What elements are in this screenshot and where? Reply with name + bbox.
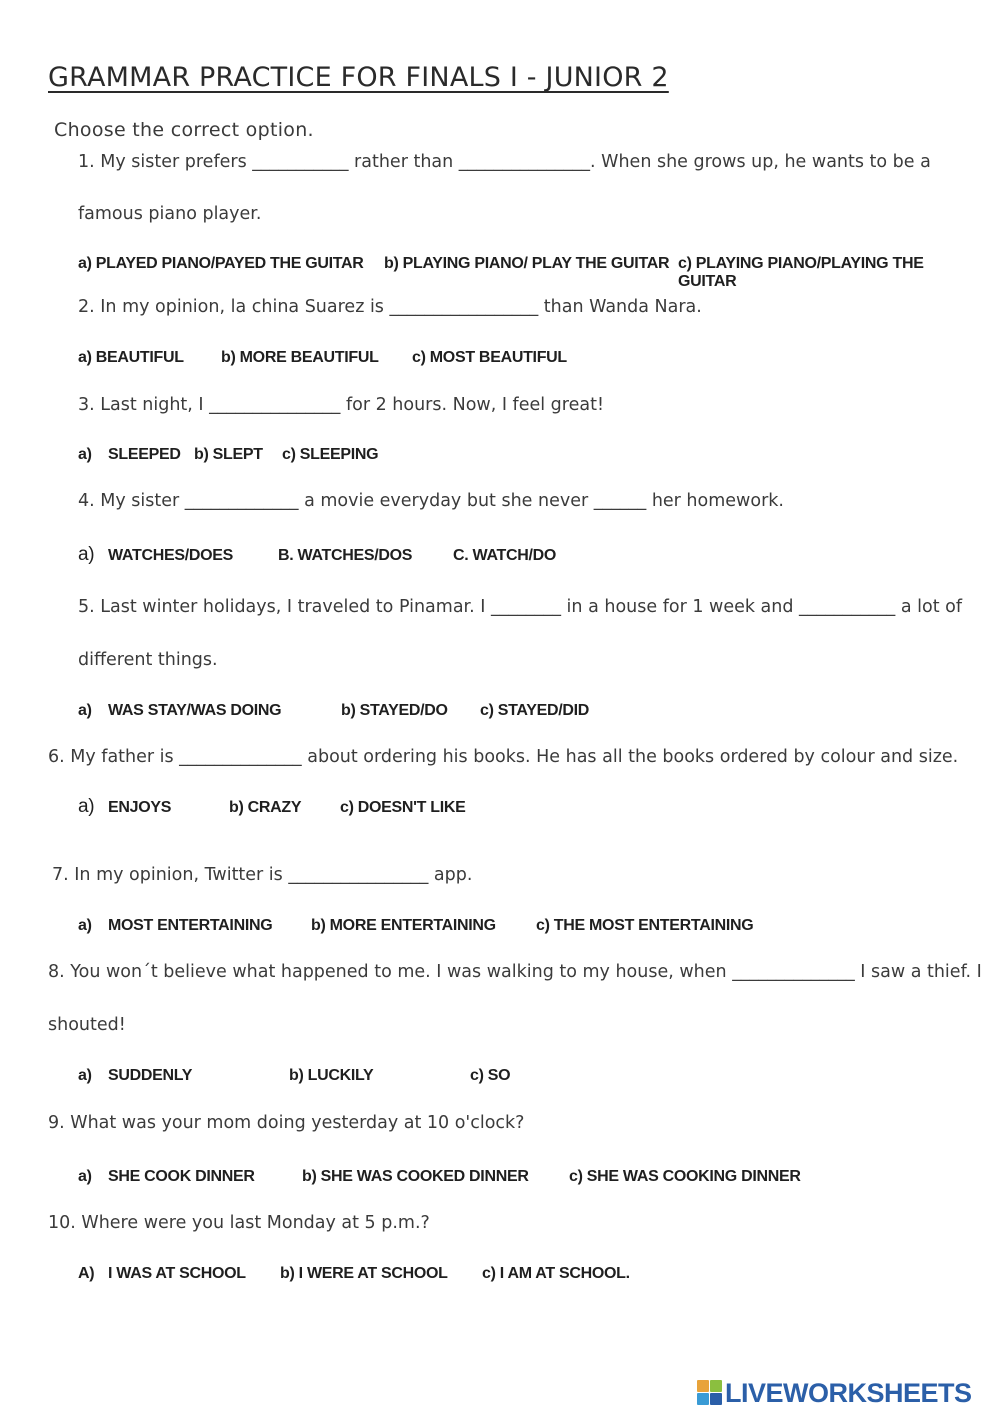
option-a[interactable]: SLEEPED <box>108 446 181 463</box>
question-4-options <box>78 544 978 567</box>
option-b[interactable]: b) STAYED/DO <box>341 702 448 719</box>
question-8-text: 8. You won´t believe what happened to me. I was walking to my house, when ______________ I saw a thief. I <box>48 962 982 982</box>
option-c[interactable]: c) SHE WAS COOKING DINNER <box>569 1168 801 1185</box>
question-2-options <box>78 349 978 369</box>
option-b[interactable]: b) SLEPT <box>194 446 263 463</box>
question-6-options <box>78 796 978 819</box>
question-5-text: 5. Last winter holidays, I traveled to Pinamar. I ________ in a house for 1 week and ___________ a lot of <box>78 597 963 617</box>
question-10-text: 10. Where were you last Monday at 5 p.m.? <box>48 1213 430 1233</box>
option-c[interactable]: c) SLEEPING <box>282 446 379 463</box>
question-1-options <box>78 255 978 290</box>
option-a-letter: a) <box>78 917 92 934</box>
option-a[interactable]: SHE COOK DINNER <box>108 1168 255 1185</box>
question-5-text-cont: different things. <box>78 650 218 670</box>
liveworksheets-wordmark: LIVEWORKSHEETS <box>725 1378 972 1408</box>
option-a-letter: a) <box>78 1168 92 1185</box>
option-a-letter: a) <box>78 796 95 817</box>
question-9-options <box>78 1168 978 1188</box>
option-a[interactable]: MOST ENTERTAINING <box>108 917 273 934</box>
option-b[interactable]: b) PLAYING PIANO/ PLAY THE GUITAR <box>384 255 670 272</box>
option-a-letter: a) <box>78 1067 92 1084</box>
option-a-letter: a) <box>78 446 92 463</box>
option-c[interactable]: c) SO <box>470 1067 511 1084</box>
option-a-letter: a) <box>78 702 92 719</box>
option-c[interactable]: c) MOST BEAUTIFUL <box>412 349 567 366</box>
option-c[interactable]: c) THE MOST ENTERTAINING <box>536 917 754 934</box>
question-6-text: 6. My father is ______________ about ordering his books. He has all the books ordered by colour and size. <box>48 747 959 767</box>
question-3-options <box>78 446 978 466</box>
question-5-options <box>78 702 978 722</box>
option-a[interactable]: SUDDENLY <box>108 1067 193 1084</box>
option-c[interactable]: c) PLAYING PIANO/PLAYING THE GUITAR <box>678 255 924 290</box>
option-a[interactable]: a) PLAYED PIANO/PAYED THE GUITAR <box>78 255 364 272</box>
question-8-options <box>78 1067 978 1087</box>
option-a-letter: A) <box>78 1265 95 1282</box>
option-b[interactable]: B. WATCHES/DOS <box>278 547 413 564</box>
option-c[interactable]: c) STAYED/DID <box>480 702 590 719</box>
option-c[interactable]: C. WATCH/DO <box>453 547 557 564</box>
option-c[interactable]: c) I AM AT SCHOOL. <box>482 1265 630 1282</box>
question-1-text: 1. My sister prefers ___________ rather than _______________. When she grows up, he wants to be a <box>78 152 931 172</box>
option-a[interactable]: I WAS AT SCHOOL <box>108 1265 246 1282</box>
question-2-text: 2. In my opinion, la china Suarez is _________________ than Wanda Nara. <box>78 297 702 317</box>
question-7-options <box>78 917 978 937</box>
question-7-text: 7. In my opinion, Twitter is ________________ app. <box>52 865 473 885</box>
option-b[interactable]: b) MORE ENTERTAINING <box>311 917 496 934</box>
option-a[interactable]: ENJOYS <box>108 799 172 816</box>
question-3-text: 3. Last night, I _______________ for 2 hours. Now, I feel great! <box>78 395 604 415</box>
instructions: Choose the correct option. <box>54 119 314 141</box>
option-b[interactable]: b) CRAZY <box>229 799 302 816</box>
option-c[interactable]: c) DOESN'T LIKE <box>340 799 466 816</box>
question-8-text-cont: shouted! <box>48 1015 126 1035</box>
page-title: GRAMMAR PRACTICE FOR FINALS I - JUNIOR 2 <box>48 62 669 93</box>
option-b[interactable]: b) SHE WAS COOKED DINNER <box>302 1168 529 1185</box>
option-a[interactable]: WAS STAY/WAS DOING <box>108 702 282 719</box>
question-9-text: 9. What was your mom doing yesterday at 10 o'clock? <box>48 1113 525 1133</box>
question-4-text: 4. My sister _____________ a movie everyday but she never ______ her homework. <box>78 491 784 511</box>
option-b[interactable]: b) I WERE AT SCHOOL <box>280 1265 448 1282</box>
question-1-text-cont: famous piano player. <box>78 204 262 224</box>
option-a[interactable]: WATCHES/DOES <box>108 547 234 564</box>
option-b[interactable]: b) LUCKILY <box>289 1067 374 1084</box>
question-10-options <box>78 1265 978 1285</box>
option-b[interactable]: b) MORE BEAUTIFUL <box>221 349 379 366</box>
option-a[interactable]: a) BEAUTIFUL <box>78 349 184 366</box>
liveworksheets-logo-icon <box>697 1380 723 1406</box>
option-a-letter: a) <box>78 544 95 565</box>
